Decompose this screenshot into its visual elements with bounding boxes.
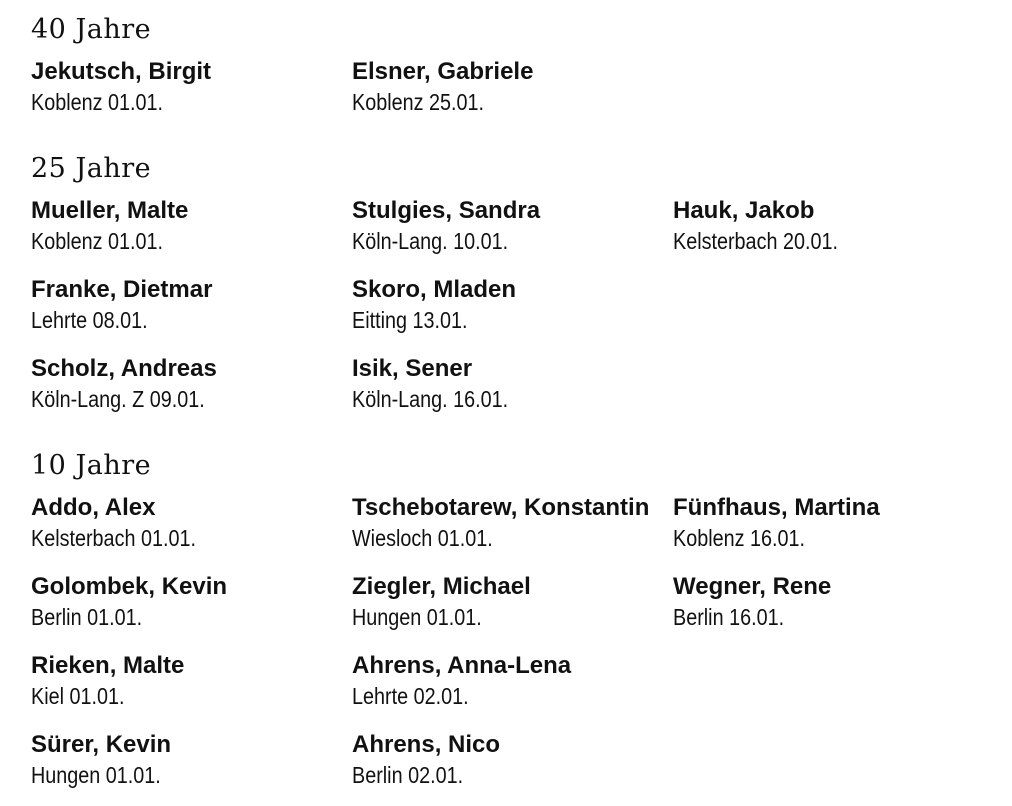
location-date: Kiel 01.01. — [31, 683, 125, 709]
list-item — [31, 651, 351, 711]
person-name: Isik, Sener — [352, 355, 473, 382]
list-item — [352, 57, 672, 117]
list-item — [352, 275, 672, 335]
location-date: Eitting 13.01. — [352, 307, 468, 333]
list-item — [31, 493, 351, 553]
person-name: Ahrens, Nico — [352, 731, 501, 758]
list-item — [352, 572, 672, 632]
person-name: Wegner, Rene — [673, 573, 832, 600]
section-heading-25-jahre: 25 Jahre — [31, 153, 152, 184]
location-date: Wiesloch 01.01. — [352, 525, 493, 551]
person-name: Golombek, Kevin — [31, 573, 228, 600]
person-name: Hauk, Jakob — [673, 197, 815, 224]
person-name: Addo, Alex — [31, 494, 156, 521]
location-date: Kelsterbach 20.01. — [673, 228, 838, 254]
location-date: Koblenz 01.01. — [31, 228, 163, 254]
location-date: Kelsterbach 01.01. — [31, 525, 196, 551]
location-date: Berlin 02.01. — [352, 762, 464, 788]
list-item — [352, 493, 672, 553]
person-name: Ahrens, Anna-Lena — [352, 652, 572, 679]
list-item — [31, 275, 351, 335]
person-name: Rieken, Malte — [31, 652, 185, 679]
person-name: Stulgies, Sandra — [352, 197, 541, 224]
location-date: Koblenz 25.01. — [352, 89, 484, 115]
list-item — [673, 572, 993, 632]
person-name: Scholz, Andreas — [31, 355, 217, 382]
location-date: Hungen 01.01. — [352, 604, 482, 630]
list-item — [31, 354, 351, 414]
section-heading-10-jahre: 10 Jahre — [31, 450, 152, 481]
person-name: Sürer, Kevin — [31, 731, 172, 758]
person-name: Ziegler, Michael — [352, 573, 531, 600]
location-date: Köln-Lang. 10.01. — [352, 228, 509, 254]
list-item — [31, 57, 351, 117]
location-date: Koblenz 16.01. — [673, 525, 805, 551]
location-date: Köln-Lang. 16.01. — [352, 386, 509, 412]
person-name: Elsner, Gabriele — [352, 58, 534, 85]
section-heading-40-jahre: 40 Jahre — [31, 14, 152, 45]
list-item — [352, 196, 672, 256]
location-date: Lehrte 02.01. — [352, 683, 469, 709]
location-date: Köln-Lang. Z 09.01. — [31, 386, 205, 412]
location-date: Berlin 16.01. — [673, 604, 785, 630]
list-item — [31, 196, 351, 256]
location-date: Berlin 01.01. — [31, 604, 143, 630]
list-item — [31, 572, 351, 632]
person-name: Franke, Dietmar — [31, 276, 213, 303]
person-name: Tschebotarew, Konstantin — [352, 494, 650, 521]
list-item — [352, 730, 672, 790]
list-item — [352, 354, 672, 414]
location-date: Lehrte 08.01. — [31, 307, 148, 333]
list-item — [673, 493, 993, 553]
list-item — [673, 196, 993, 256]
list-item — [31, 730, 351, 790]
location-date: Koblenz 01.01. — [31, 89, 163, 115]
person-name: Fünfhaus, Martina — [673, 494, 880, 521]
person-name: Skoro, Mladen — [352, 276, 517, 303]
person-name: Jekutsch, Birgit — [31, 58, 212, 85]
location-date: Hungen 01.01. — [31, 762, 161, 788]
list-item — [352, 651, 672, 711]
person-name: Mueller, Malte — [31, 197, 189, 224]
